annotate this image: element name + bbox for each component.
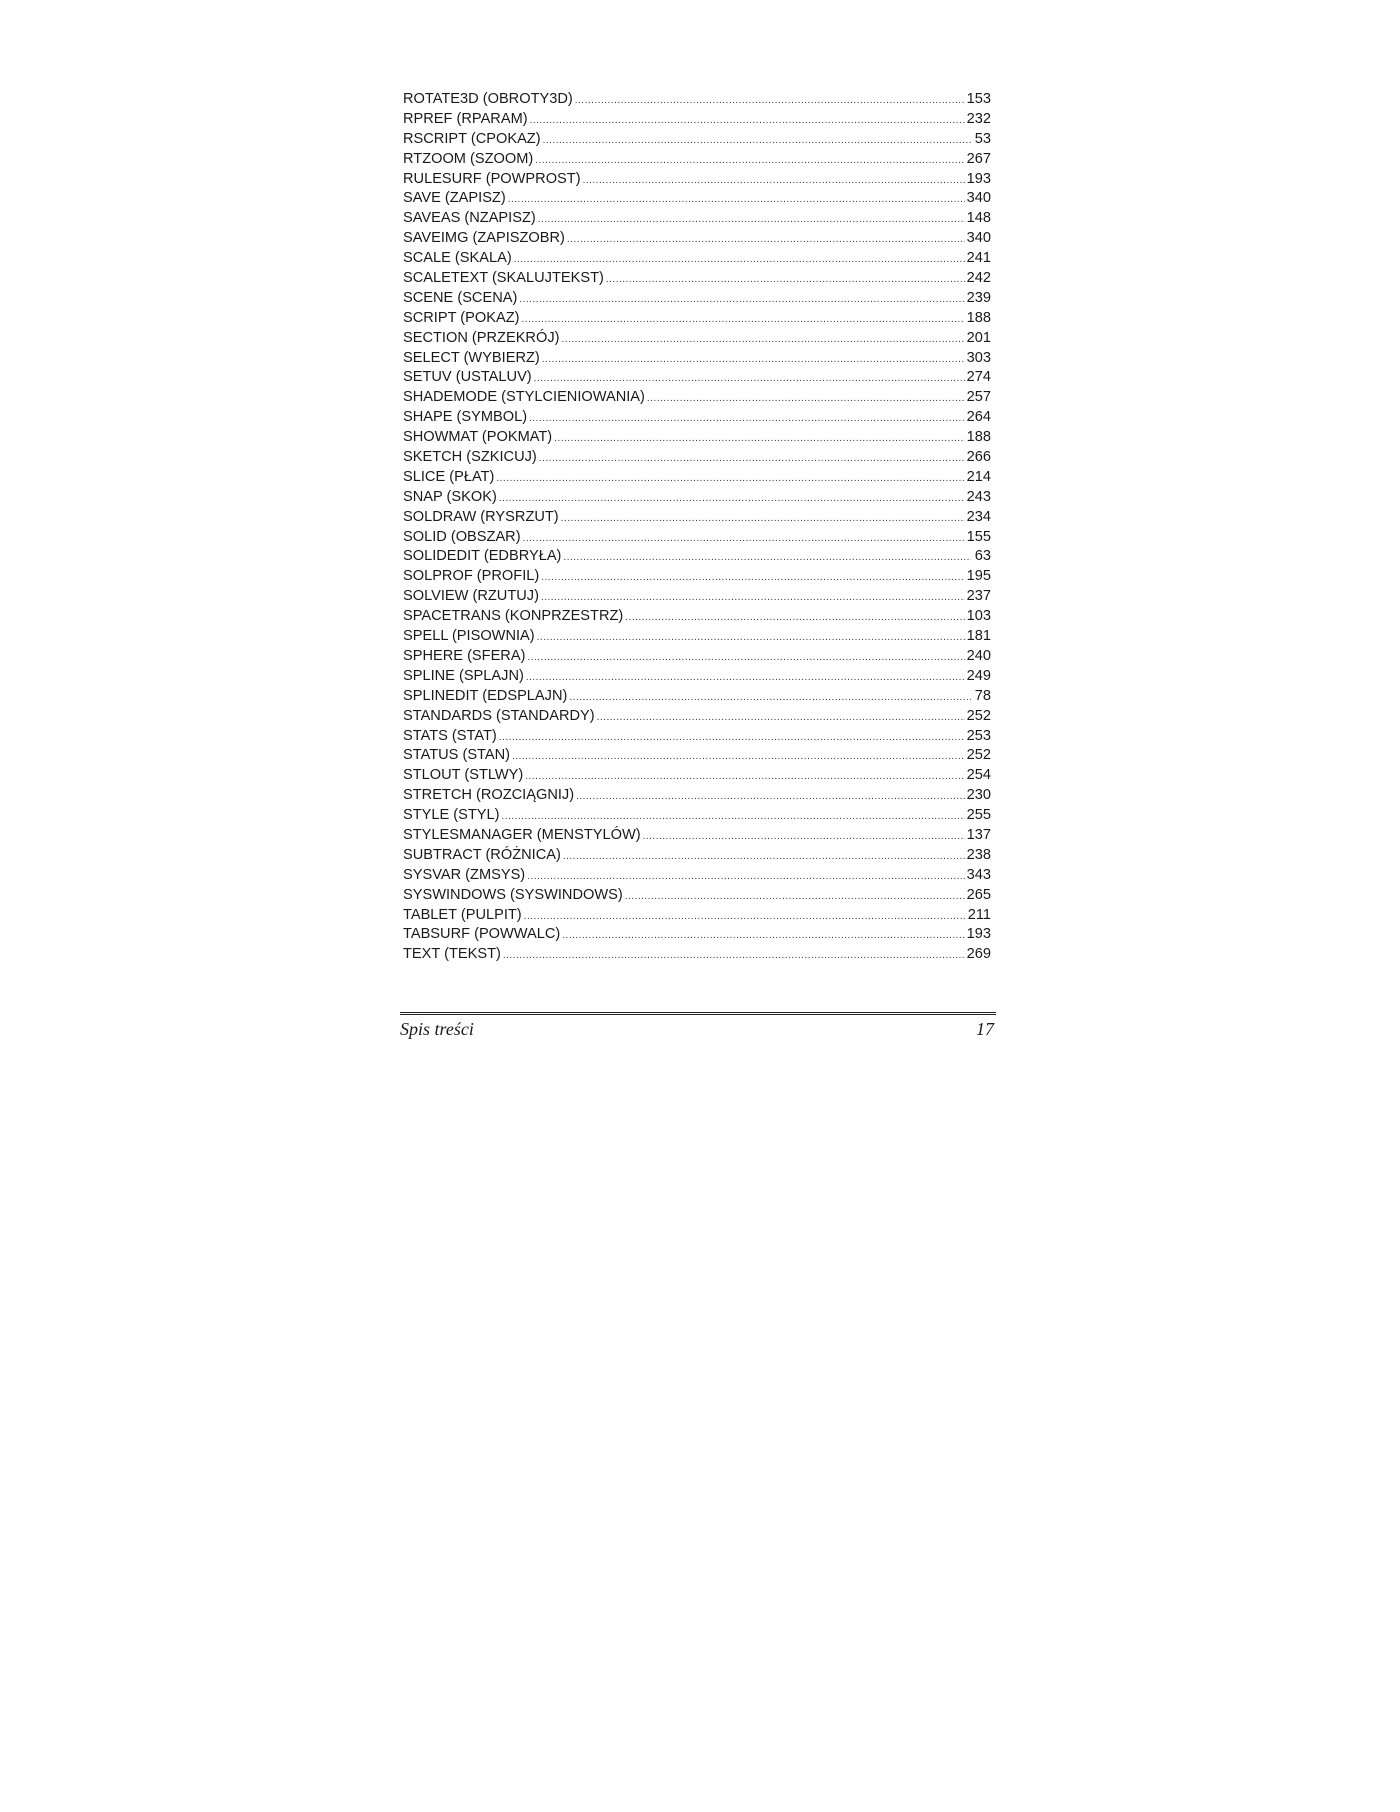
- dot-leader: [512, 752, 965, 762]
- toc-entry-label: RTZOOM (SZOOM): [403, 150, 534, 167]
- toc-entry: [403, 468, 991, 488]
- toc-entry-label: SAVEIMG (ZAPISZOBR): [403, 230, 565, 247]
- toc-entry-page: 193: [966, 170, 991, 187]
- toc-entry-label: RSCRIPT (CPOKAZ): [403, 130, 541, 147]
- dot-leader: [541, 573, 964, 583]
- toc-entry-label: SCALETEXT (SKALUJTEKST): [403, 270, 604, 287]
- dot-leader: [514, 255, 965, 265]
- dot-leader: [606, 275, 965, 285]
- toc-entry-page: 265: [966, 886, 991, 903]
- toc-entry-page: 103: [966, 608, 991, 625]
- page-footer: [400, 1018, 994, 1040]
- dot-leader: [563, 852, 965, 862]
- toc-entry: [403, 687, 991, 707]
- dot-leader: [539, 454, 965, 464]
- toc-entry: [403, 428, 991, 448]
- toc-entry-page: 240: [966, 647, 991, 664]
- toc-entry-label: SHADEMODE (STYLCIENIOWANIA): [403, 389, 645, 406]
- toc-entry-page: 234: [966, 508, 991, 525]
- dot-leader: [567, 235, 965, 245]
- toc-entry: [403, 727, 991, 747]
- toc-entry-page: 254: [966, 767, 991, 784]
- dot-leader: [543, 136, 971, 146]
- toc-entry-label: SOLID (OBSZAR): [403, 528, 521, 545]
- toc-entry-label: TABSURF (POWWALC): [403, 926, 561, 943]
- toc-entry: [403, 249, 991, 269]
- toc-entry-label: SUBTRACT (RÓŻNICA): [403, 846, 561, 863]
- toc-entry-page: 249: [966, 667, 991, 684]
- toc-entry: [403, 189, 991, 209]
- toc-entry-label: STRETCH (ROZCIĄGNIJ): [403, 787, 575, 804]
- toc-entry-label: SETUV (USTALUV): [403, 369, 532, 386]
- dot-leader: [519, 295, 964, 305]
- toc-entry-page: 237: [966, 588, 991, 605]
- toc-entry-label: SKETCH (SZKICUJ): [403, 449, 537, 466]
- dot-leader: [525, 772, 964, 782]
- toc-entry: [403, 786, 991, 806]
- dot-leader: [625, 892, 965, 902]
- toc-entry: [403, 627, 991, 647]
- toc-entry: [403, 309, 991, 329]
- toc-entry-page: 269: [966, 946, 991, 963]
- toc-entry-page: 181: [966, 628, 991, 645]
- toc-entry: [403, 349, 991, 369]
- toc-entry-label: SOLIDEDIT (EDBRYŁA): [403, 548, 562, 565]
- toc-entry: [403, 945, 991, 965]
- dot-leader: [499, 733, 965, 743]
- toc-entry: [403, 826, 991, 846]
- toc-entry: [403, 528, 991, 548]
- toc-entry-label: SCRIPT (POKAZ): [403, 309, 520, 326]
- dot-leader: [522, 315, 965, 325]
- toc-entry: [403, 289, 991, 309]
- toc-entry: [403, 766, 991, 786]
- toc-entry: [403, 170, 991, 190]
- toc-entry: [403, 906, 991, 926]
- toc-entry-label: STYLESMANAGER (MENSTYLÓW): [403, 826, 641, 843]
- dot-leader: [496, 474, 964, 484]
- toc-entry-page: 78: [974, 687, 991, 704]
- dot-leader: [597, 713, 965, 723]
- toc-entry-page: 264: [966, 409, 991, 426]
- dot-leader: [534, 374, 965, 384]
- toc-entry-page: 252: [966, 747, 991, 764]
- toc-entry-label: SECTION (PRZEKRÓJ): [403, 329, 560, 346]
- dot-leader: [502, 812, 965, 822]
- toc-entry-page: 257: [966, 389, 991, 406]
- toc-entry: [403, 269, 991, 289]
- toc-entry-page: 243: [966, 488, 991, 505]
- toc-entry-label: SCALE (SKALA): [403, 250, 512, 267]
- dot-leader: [625, 613, 964, 623]
- toc-entry: [403, 229, 991, 249]
- dot-leader: [541, 593, 965, 603]
- toc-entry-label: SOLDRAW (RYSRZUT): [403, 508, 559, 525]
- toc-entry-label: SPELL (PISOWNIA): [403, 628, 535, 645]
- dot-leader: [508, 195, 965, 205]
- toc-entry-page: 232: [966, 110, 991, 127]
- toc-entry-label: STYLE (STYL): [403, 807, 500, 824]
- dot-leader: [523, 534, 965, 544]
- toc-entry-label: SPACETRANS (KONPRZESTRZ): [403, 608, 624, 625]
- toc-entry-page: 242: [966, 270, 991, 287]
- dot-leader: [527, 872, 964, 882]
- toc-entry-page: 153: [966, 91, 991, 107]
- dot-leader: [527, 653, 964, 663]
- toc-entry-page: 238: [966, 846, 991, 863]
- toc-entry-label: STATS (STAT): [403, 727, 497, 744]
- dot-leader: [576, 792, 965, 802]
- dot-leader: [575, 96, 965, 106]
- toc-entry-page: 201: [966, 329, 991, 346]
- toc-entry-label: SCENE (SCENA): [403, 289, 518, 306]
- toc-entry: [403, 925, 991, 945]
- toc-entry-label: SOLPROF (PROFIL): [403, 568, 540, 585]
- toc-entry: [403, 90, 991, 110]
- toc-entry-page: 252: [966, 707, 991, 724]
- dot-leader: [569, 693, 971, 703]
- toc-entry-label: STANDARDS (STANDARDY): [403, 707, 595, 724]
- dot-leader: [647, 394, 965, 404]
- toc-entry: [403, 587, 991, 607]
- toc-entry-label: SPHERE (SFERA): [403, 647, 526, 664]
- toc-entry-label: TEXT (TEKST): [403, 946, 501, 963]
- toc-entry-label: SHAPE (SYMBOL): [403, 409, 528, 426]
- toc-entry-page: 188: [966, 429, 991, 446]
- dot-leader: [561, 335, 964, 345]
- toc-entry: [403, 866, 991, 886]
- toc-entry-page: 274: [966, 369, 991, 386]
- toc-entry: [403, 607, 991, 627]
- dot-leader: [583, 176, 965, 186]
- dot-leader: [503, 951, 965, 961]
- toc-entry-label: SAVEAS (NZAPISZ): [403, 210, 536, 227]
- toc-entry-label: SHOWMAT (POKMAT): [403, 429, 553, 446]
- dot-leader: [537, 633, 965, 643]
- toc-entry-page: 137: [966, 826, 991, 843]
- toc-entry-page: 267: [966, 150, 991, 167]
- toc-entry: [403, 746, 991, 766]
- toc-entry-label: SELECT (WYBIERZ): [403, 349, 540, 366]
- toc-entry-page: 195: [966, 568, 991, 585]
- toc-entry: [403, 667, 991, 687]
- toc-entry-page: 53: [974, 130, 991, 147]
- toc-entry-label: SNAP (SKOK): [403, 488, 497, 505]
- toc-entry: [403, 647, 991, 667]
- footer-rule: [400, 1012, 996, 1015]
- toc-entry-page: 303: [966, 349, 991, 366]
- footer-section-title: Spis treści: [400, 1019, 474, 1039]
- dot-leader: [535, 156, 964, 166]
- toc-entry-page: 148: [966, 210, 991, 227]
- toc-entry-label: RPREF (RPARAM): [403, 110, 528, 127]
- dot-leader: [526, 673, 965, 683]
- dot-leader: [562, 931, 964, 941]
- toc-entry: [403, 886, 991, 906]
- dot-leader: [561, 514, 965, 524]
- toc-entry: [403, 488, 991, 508]
- toc-entry: [403, 448, 991, 468]
- toc-entry: [403, 806, 991, 826]
- toc-entry-label: SYSWINDOWS (SYSWINDOWS): [403, 886, 623, 903]
- toc-entry: [403, 368, 991, 388]
- dot-leader: [563, 553, 971, 563]
- toc-entry: [403, 846, 991, 866]
- toc-entry-page: 211: [967, 906, 991, 923]
- toc-entry-label: SOLVIEW (RZUTUJ): [403, 588, 539, 605]
- toc-entry-label: SLICE (PŁAT): [403, 468, 495, 485]
- toc-entry-page: 253: [966, 727, 991, 744]
- toc-entry: [403, 388, 991, 408]
- toc-entry-label: TABLET (PULPIT): [403, 906, 522, 923]
- toc-entry-page: 343: [966, 866, 991, 883]
- dot-leader: [542, 355, 965, 365]
- toc-entry: [403, 567, 991, 587]
- toc-entry-label: ROTATE3D (OBROTY3D): [403, 91, 573, 107]
- dot-leader: [524, 912, 966, 922]
- toc-entry-label: SAVE (ZAPISZ): [403, 190, 506, 207]
- toc-entry-page: 214: [966, 468, 991, 485]
- dot-leader: [530, 116, 965, 126]
- dot-leader: [643, 832, 965, 842]
- toc-entry: [403, 209, 991, 229]
- toc-entry-label: SYSVAR (ZMSYS): [403, 866, 526, 883]
- dot-leader: [499, 494, 965, 504]
- toc-entry-page: 63: [974, 548, 991, 565]
- dot-leader: [538, 215, 965, 225]
- toc-entry: [403, 547, 991, 567]
- toc-entry-page: 340: [966, 190, 991, 207]
- toc-entry: [403, 408, 991, 428]
- toc-entry: [403, 707, 991, 727]
- toc-entry-page: 230: [966, 787, 991, 804]
- toc-entry-label: RULESURF (POWPROST): [403, 170, 581, 187]
- toc-entry-label: SPLINE (SPLAJN): [403, 667, 524, 684]
- toc-entry-page: 239: [966, 289, 991, 306]
- toc-entry: [403, 130, 991, 150]
- toc-entry: [403, 110, 991, 130]
- toc-entry-page: 266: [966, 449, 991, 466]
- toc-entry-page: 155: [966, 528, 991, 545]
- toc-entry-page: 340: [966, 230, 991, 247]
- toc-entry-page: 255: [966, 807, 991, 824]
- toc-entry-label: STLOUT (STLWY): [403, 767, 524, 784]
- toc-entry-page: 241: [966, 250, 991, 267]
- toc-entry: [403, 150, 991, 170]
- toc-entry-label: STATUS (STAN): [403, 747, 511, 764]
- toc-entry-page: 193: [966, 926, 991, 943]
- toc-entry-page: 188: [966, 309, 991, 326]
- toc-entry: [403, 329, 991, 349]
- toc-entry-label: SPLINEDIT (EDSPLAJN): [403, 687, 568, 704]
- dot-leader: [554, 434, 964, 444]
- footer-page-number: 17: [976, 1019, 994, 1039]
- toc-entry: [403, 508, 991, 528]
- dot-leader: [529, 414, 965, 424]
- table-of-contents: [403, 90, 991, 965]
